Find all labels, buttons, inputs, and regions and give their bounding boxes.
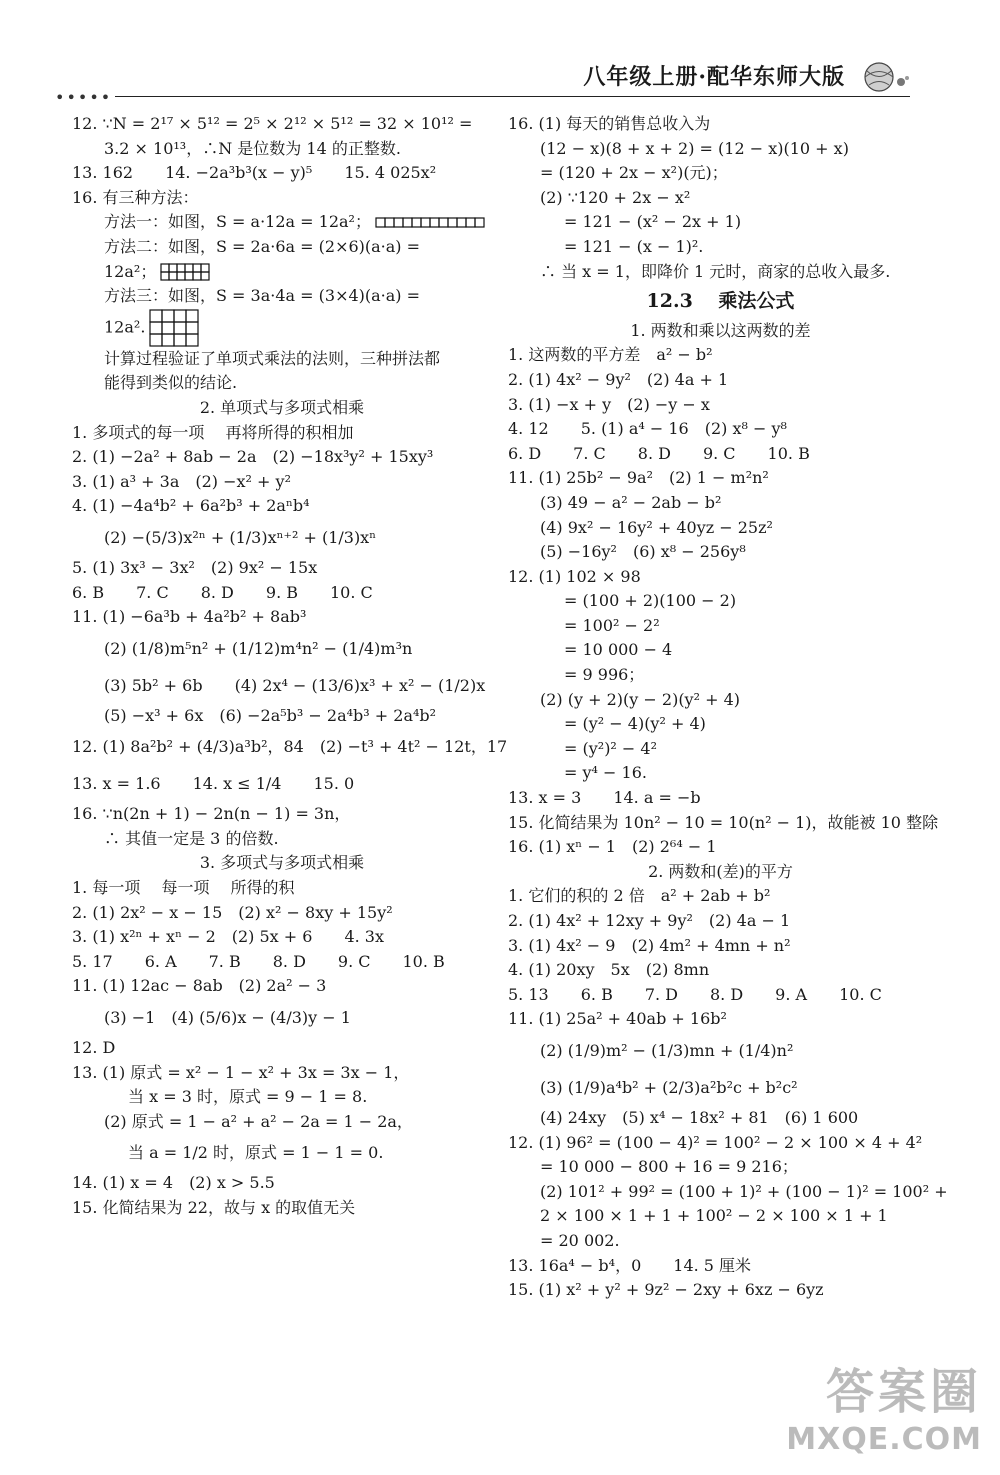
answer-text: 2. (1) −2a² + 8ab − 2a (2) −18x³y² + 15xy³ [72, 447, 434, 467]
answer-text: 14. (1) x = 4 (2) x > 5.5 [72, 1173, 275, 1193]
answer-text: (3) 5b² + 6b (4) 2x⁴ − (13/6)x³ + x² − (1/2)x [104, 675, 486, 695]
answer-line [72, 802, 492, 827]
answer-text: 12. (1) 96² = (100 − 4)² = 100² − 2 × 100 × 4 + 4² [508, 1132, 923, 1152]
answer-text: (12 − x)(8 + x + 2) = (12 − x)(10 + x) [540, 138, 849, 158]
answer-line [508, 589, 933, 614]
answer-line [72, 421, 492, 446]
answer-text: 13. (1) 原式 = x² − 1 − x² + 3x = 3x − 1， [72, 1062, 410, 1082]
answer-line [508, 638, 933, 663]
answer-line [508, 835, 933, 860]
answer-text: ∴ 当 x = 1，即降价 1 元时，商家的总收入最多. [540, 261, 891, 281]
answer-text: 13. x = 3 14. a = −b [508, 788, 701, 808]
answer-line [72, 876, 492, 901]
answer-line [508, 161, 933, 186]
answer-line [508, 1131, 933, 1156]
answer-text: = 9 996； [564, 665, 645, 685]
answer-line [508, 466, 933, 491]
answer-line [508, 1180, 948, 1205]
answer-text: 3. (1) −x + y (2) −y − x [508, 394, 710, 414]
answer-text: 11. (1) 12ac − 8ab (2) 2a² − 3 [72, 976, 327, 996]
answer-text: (3) 49 − a² − 2ab − b² [540, 492, 722, 512]
answer-text: 当 a = 1/2 时，原式 = 1 − 1 = 0. [128, 1143, 384, 1163]
answer-text: 1. 两数和乘以这两数的差 [630, 320, 811, 340]
watermark-url: MXQE.COM [786, 1422, 982, 1457]
answer-line [508, 958, 933, 983]
answer-line [72, 950, 492, 975]
answer-line [508, 884, 933, 909]
answer-line [72, 728, 508, 765]
globe-logo-icon [855, 58, 910, 94]
answer-line [508, 1204, 933, 1229]
answer-line [508, 1155, 933, 1180]
answer-text: (2) 原式 = 1 − a² + a² − 2a = 1 − 2a， [104, 1111, 413, 1131]
answer-text: = (y² − 4)(y² + 4) [564, 714, 706, 734]
answer-text: 3. (1) x²ⁿ + xⁿ − 2 (2) 5x + 6 4. 3x [72, 927, 385, 947]
answer-text: (3) −1 (4) (5/6)x − (4/3)y − 1 [104, 1008, 351, 1028]
answer-line [508, 934, 933, 959]
answer-line [508, 491, 933, 516]
section-heading [508, 289, 933, 314]
answer-line [72, 999, 492, 1036]
answer-line [72, 137, 492, 162]
header-title: 八年级上册·配华东师大版 [583, 64, 845, 90]
answer-text: 13. 16a⁴ − b⁴，0 14. 5 厘米 [508, 1255, 752, 1275]
answer-line [508, 1032, 933, 1069]
answer-text: 13. 162 14. −2a³b³(x − y)⁵ 15. 4 025x² [72, 163, 437, 183]
answer-text: 12a². [104, 317, 146, 337]
answer-text: 12. (1) 8a²b² + (4/3)a³b²，84 (2) −t³ + 4t² − 12t，17 [72, 737, 508, 757]
answer-line [72, 1085, 492, 1110]
answer-line [508, 1278, 933, 1303]
answer-text: 3. 多项式与多项式相乘 [199, 853, 365, 873]
answer-text: 12.3 乘法公式 [646, 290, 795, 313]
answer-text: 15. 化简结果为 22，故与 x 的取值无关 [72, 1198, 356, 1217]
answer-text: = (120 + 2x − x²)(元)； [540, 163, 728, 183]
page-header [55, 58, 955, 107]
answer-text: = 121 − (x − 1)². [564, 236, 704, 256]
answer-text: 16. (1) xⁿ − 1 (2) 2⁶⁴ − 1 [508, 837, 717, 857]
answer-text: 3. (1) 4x² − 9 (2) 4m² + 4mn + n² [508, 935, 791, 955]
answer-line [508, 983, 933, 1008]
answer-text: 方法一：如图，S = a·12a = 12a²； [104, 212, 371, 232]
answer-line [508, 417, 933, 442]
answer-column-left [72, 112, 508, 1221]
answer-text: = (y²)² − 4² [564, 738, 658, 758]
answer-text: 2. (1) 4x² + 12xy + 9y² (2) 4a − 1 [508, 911, 791, 930]
answer-line [72, 1110, 492, 1135]
answer-line [72, 556, 492, 581]
watermark [786, 1353, 982, 1457]
answer-text: 2. 单项式与多项式相乘 [199, 397, 365, 417]
answer-line [508, 343, 933, 368]
answer-line [508, 1254, 933, 1279]
tile-grid-diagram [149, 309, 199, 347]
answer-line [508, 540, 933, 565]
answer-line [72, 309, 492, 347]
answer-line [72, 1036, 492, 1061]
tile-grid-diagram [160, 263, 210, 281]
answer-text: = 10 000 − 4 [564, 640, 673, 660]
section-heading [508, 860, 933, 885]
answer-text: 5. 17 6. A 7. B 8. D 9. C 10. B [72, 951, 445, 971]
answer-line [72, 210, 492, 235]
answer-text: (4) 9x² − 16y² + 40yz − 25z² [540, 517, 773, 537]
answer-text: = y⁴ − 16. [564, 763, 647, 783]
answer-line [508, 761, 933, 786]
answer-line [508, 712, 933, 737]
answer-text: = 100² − 2² [564, 615, 660, 635]
answer-line [72, 1171, 492, 1196]
header-rule [115, 96, 910, 97]
answer-line [72, 1061, 492, 1086]
answer-line [508, 186, 933, 211]
answer-line [508, 260, 933, 285]
answer-text: 计算过程验证了单项式乘法的法则，三种拼法都 [104, 348, 441, 368]
answer-text: 6. D 7. C 8. D 9. C 10. B [508, 443, 810, 463]
answer-text: ∴ 其值一定是 3 的倍数. [104, 828, 279, 848]
section-heading [72, 396, 492, 421]
answer-text: 4. 12 5. (1) a⁴ − 16 (2) x⁸ − y⁸ [508, 419, 787, 439]
answer-line [72, 112, 492, 137]
answer-text: 方法三：如图，S = 3a·4a = (3×4)(a·a) = [104, 286, 421, 306]
answer-text: 13. x = 1.6 14. x ≤ 1/4 15. 0 [72, 774, 355, 794]
answer-text: = 20 002. [540, 1230, 620, 1250]
answer-line [508, 1229, 933, 1254]
answer-line [72, 161, 492, 186]
answer-line [72, 667, 492, 704]
answer-text: 15. 化简结果为 10n² − 10 = 10(n² − 1)，故能被 10 整除 [508, 812, 939, 832]
answer-line [72, 581, 492, 606]
answer-line [72, 974, 492, 999]
answer-line [72, 470, 492, 495]
answer-line [72, 925, 492, 950]
answer-text: 2. 两数和(差)的平方 [648, 861, 793, 881]
answer-text: 4. (1) −4a⁴b² + 6a²b³ + 2aⁿb⁴ [72, 496, 310, 516]
answer-text: 1. 多项式的每一项 再将所得的积相加 [72, 422, 354, 442]
answer-line [508, 909, 933, 934]
answer-line [508, 811, 939, 836]
answer-text: 11. (1) 25a² + 40ab + 16b² [508, 1009, 727, 1029]
answer-line [508, 1069, 933, 1106]
answer-text: 16. (1) 每天的销售总收入为 [508, 114, 711, 133]
answer-text: (3) (1/9)a⁴b² + (2/3)a²b²c + b²c² [540, 1077, 798, 1097]
answer-line [72, 260, 492, 285]
answer-text: 11. (1) 25b² − 9a² (2) 1 − m²n² [508, 468, 769, 488]
answer-text: (4) 24xy (5) x⁴ − 18x² + 81 (6) 1 600 [540, 1107, 859, 1127]
answer-text: 11. (1) −6a³b + 4a²b² + 8ab³ [72, 607, 307, 627]
watermark-text: 答案圈 [825, 1364, 982, 1420]
answer-line [508, 516, 933, 541]
answer-line [508, 112, 933, 137]
tile-grid-diagram [375, 217, 485, 228]
answer-line [72, 901, 492, 926]
answer-text: 方法二：如图，S = 2a·6a = (2×6)(a·a) = [104, 236, 421, 256]
answer-text: 2 × 100 × 1 + 1 + 100² − 2 × 100 × 1 + 1 [540, 1206, 888, 1226]
answer-text: = 10 000 − 800 + 16 = 9 216； [540, 1157, 798, 1177]
answer-text: 12. ∵N = 2¹⁷ × 5¹² = 2⁵ × 2¹² × 5¹² = 32 × 10¹² = [72, 114, 473, 133]
answer-line [508, 442, 933, 467]
answer-line [72, 1196, 492, 1221]
answer-text: 1. 它们的积的 2 倍 a² + 2ab + b² [508, 886, 771, 906]
answer-text: (2) (1/9)m² − (1/3)mn + (1/4)n² [540, 1040, 794, 1060]
answer-text: 能得到类似的结论. [104, 373, 238, 393]
answer-text: 3.2 × 10¹³，∴N 是位数为 14 的正整数. [104, 138, 401, 158]
answer-text: (2) (1/8)m⁵n² + (1/12)m⁴n² − (1/4)m³n [104, 638, 413, 658]
answer-line [72, 827, 492, 852]
answer-text: 15. (1) x² + y² + 9z² − 2xy + 6xz − 6yz [508, 1280, 824, 1300]
answer-column-right [508, 112, 948, 1303]
answer-line [508, 1106, 933, 1131]
section-heading [508, 319, 933, 344]
answer-line [72, 605, 492, 630]
answer-line [72, 186, 492, 211]
answer-text: 2. (1) 2x² − x − 15 (2) x² − 8xy + 15y² [72, 902, 393, 922]
answer-text: (5) −x³ + 6x (6) −2a⁵b³ − 2a⁴b³ + 2a⁴b² [104, 705, 437, 725]
answer-text: 12a²； [104, 261, 157, 281]
answer-line [508, 614, 933, 639]
answer-line [72, 494, 492, 519]
answer-line [508, 368, 933, 393]
answer-text: 2. (1) 4x² − 9y² (2) 4a + 1 [508, 369, 729, 389]
answer-text: = 121 − (x² − 2x + 1) [564, 212, 742, 232]
answer-line [72, 765, 492, 802]
answer-text: (2) 101² + 99² = (100 + 1)² + (100 − 1)² = 100² + [540, 1181, 948, 1201]
answer-text: 4. (1) 20xy 5x (2) 8mn [508, 960, 710, 980]
answer-text: 12. (1) 102 × 98 [508, 566, 641, 586]
answer-text: 5. (1) 3x³ − 3x² (2) 9x² − 15x [72, 557, 318, 577]
answer-text: 1. 每一项 每一项 所得的积 [72, 878, 295, 898]
answer-line [508, 663, 933, 688]
section-heading [72, 851, 492, 876]
answer-text: 5. 13 6. B 7. D 8. D 9. A 10. C [508, 984, 882, 1004]
answer-line [72, 371, 492, 396]
answer-line [508, 137, 933, 162]
answer-line [508, 737, 933, 762]
answer-line [508, 786, 933, 811]
answer-text: 3. (1) a³ + 3a (2) −x² + y² [72, 471, 291, 491]
answer-text: (2) (y + 2)(y − 2)(y² + 4) [540, 689, 741, 709]
answer-line [508, 1007, 933, 1032]
answer-line [508, 210, 933, 235]
answer-text: 16. 有三种方法： [72, 187, 199, 207]
answer-text: 6. B 7. C 8. D 9. B 10. C [72, 582, 373, 602]
answer-line [508, 235, 933, 260]
answer-line [72, 630, 492, 667]
answer-line [508, 565, 933, 590]
answer-text: 16. ∵n(2n + 1) − 2n(n − 1) = 3n， [72, 804, 351, 824]
answer-text: (2) −(5/3)x²ⁿ + (1/3)xⁿ⁺² + (1/3)xⁿ [104, 527, 377, 547]
answer-line [72, 1134, 492, 1171]
answer-text: 12. D [72, 1038, 116, 1058]
answer-line [508, 688, 933, 713]
answer-text: (5) −16y² (6) x⁸ − 256y⁸ [540, 542, 746, 562]
answer-text: (2) ∵120 + 2x − x² [540, 187, 691, 207]
answer-text: 1. 这两数的平方差 a² − b² [508, 345, 713, 365]
answer-line [72, 704, 492, 729]
answer-line [72, 347, 492, 372]
answer-line [72, 235, 492, 260]
header-dots: ••••• [55, 88, 113, 107]
answer-line [72, 284, 492, 309]
answer-text: 当 x = 3 时，原式 = 9 − 1 = 8. [128, 1087, 368, 1107]
answer-line [72, 519, 492, 556]
answer-text: = (100 + 2)(100 − 2) [564, 591, 737, 611]
answer-line [508, 393, 933, 418]
answer-line [72, 445, 492, 470]
